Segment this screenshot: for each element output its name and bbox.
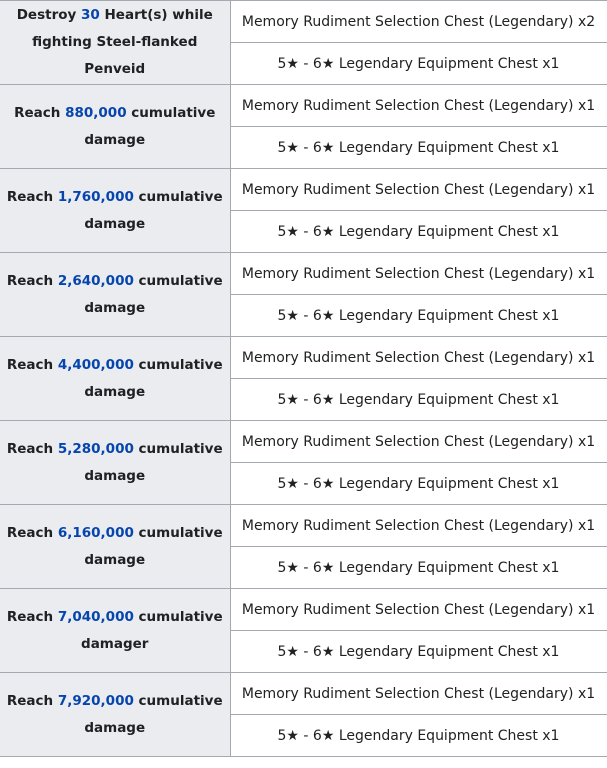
condition-prefix: Destroy: [16, 7, 82, 23]
condition-cell: [0, 253, 230, 337]
condition-cell: [0, 1, 230, 85]
condition-suffix: cumulative damage: [84, 188, 223, 232]
reward-cell: 5★ - 6★ Legendary Equipment Chest x1: [230, 43, 607, 85]
condition-value: 7,040,000: [57, 608, 134, 625]
condition-prefix: Reach: [6, 272, 58, 289]
condition-value: 2,640,000: [57, 272, 134, 289]
table-row: [0, 85, 607, 127]
reward-cell: 5★ - 6★ Legendary Equipment Chest x1: [230, 295, 607, 337]
condition-suffix: cumulative damage: [84, 524, 223, 568]
condition-value: 7,920,000: [57, 692, 134, 709]
condition-suffix: cumulative damager: [81, 608, 223, 652]
condition-value: 880,000: [65, 104, 127, 121]
table-row: [0, 169, 607, 211]
table-row: [0, 505, 607, 547]
condition-prefix: Reach: [6, 608, 58, 625]
condition-prefix: Reach: [6, 692, 58, 709]
condition-cell: [0, 85, 230, 169]
table-row: [0, 673, 607, 715]
reward-cell: Memory Rudiment Selection Chest (Legendary) x1: [230, 505, 607, 547]
condition-cell: [0, 421, 230, 505]
condition-prefix: Reach: [6, 440, 58, 457]
reward-cell: 5★ - 6★ Legendary Equipment Chest x1: [230, 127, 607, 169]
condition-value: 4,400,000: [57, 356, 134, 373]
reward-cell: Memory Rudiment Selection Chest (Legendary) x1: [230, 337, 607, 379]
reward-cell: Memory Rudiment Selection Chest (Legendary) x1: [230, 589, 607, 631]
condition-prefix: Reach: [14, 104, 66, 121]
condition-value: 5,280,000: [57, 440, 134, 457]
reward-cell: Memory Rudiment Selection Chest (Legendary) x1: [230, 169, 607, 211]
reward-cell: Memory Rudiment Selection Chest (Legendary) x1: [230, 421, 607, 463]
condition-value: 1,760,000: [57, 188, 134, 205]
condition-suffix: cumulative damage: [84, 440, 223, 484]
condition-value: 6,160,000: [57, 524, 134, 541]
reward-cell: Memory Rudiment Selection Chest (Legendary) x2: [230, 1, 607, 43]
reward-cell: Memory Rudiment Selection Chest (Legendary) x1: [230, 85, 607, 127]
condition-prefix: Reach: [6, 188, 58, 205]
reward-cell: 5★ - 6★ Legendary Equipment Chest x1: [230, 715, 607, 757]
reward-cell: 5★ - 6★ Legendary Equipment Chest x1: [230, 211, 607, 253]
reward-cell: Memory Rudiment Selection Chest (Legendary) x1: [230, 673, 607, 715]
reward-cell: 5★ - 6★ Legendary Equipment Chest x1: [230, 379, 607, 421]
condition-suffix: cumulative damage: [84, 356, 223, 400]
reward-table-body: [0, 1, 607, 757]
reward-cell: Memory Rudiment Selection Chest (Legendary) x1: [230, 253, 607, 295]
condition-prefix: Reach: [6, 524, 58, 541]
table-row: [0, 421, 607, 463]
reward-cell: 5★ - 6★ Legendary Equipment Chest x1: [230, 631, 607, 673]
table-row: [0, 337, 607, 379]
condition-cell: [0, 673, 230, 757]
table-row: [0, 1, 607, 43]
condition-suffix: Heart(s) while fighting Steel-flanked Penveid: [32, 7, 213, 77]
condition-cell: [0, 505, 230, 589]
reward-cell: 5★ - 6★ Legendary Equipment Chest x1: [230, 547, 607, 589]
condition-cell: [0, 589, 230, 673]
condition-cell: [0, 337, 230, 421]
condition-suffix: cumulative damage: [84, 272, 223, 316]
condition-cell: [0, 169, 230, 253]
table-row: [0, 589, 607, 631]
table-row: [0, 253, 607, 295]
condition-value: 30: [81, 7, 100, 23]
reward-cell: 5★ - 6★ Legendary Equipment Chest x1: [230, 463, 607, 505]
condition-prefix: Reach: [6, 356, 58, 373]
condition-suffix: cumulative damage: [84, 692, 223, 736]
condition-suffix: cumulative damage: [84, 104, 216, 148]
